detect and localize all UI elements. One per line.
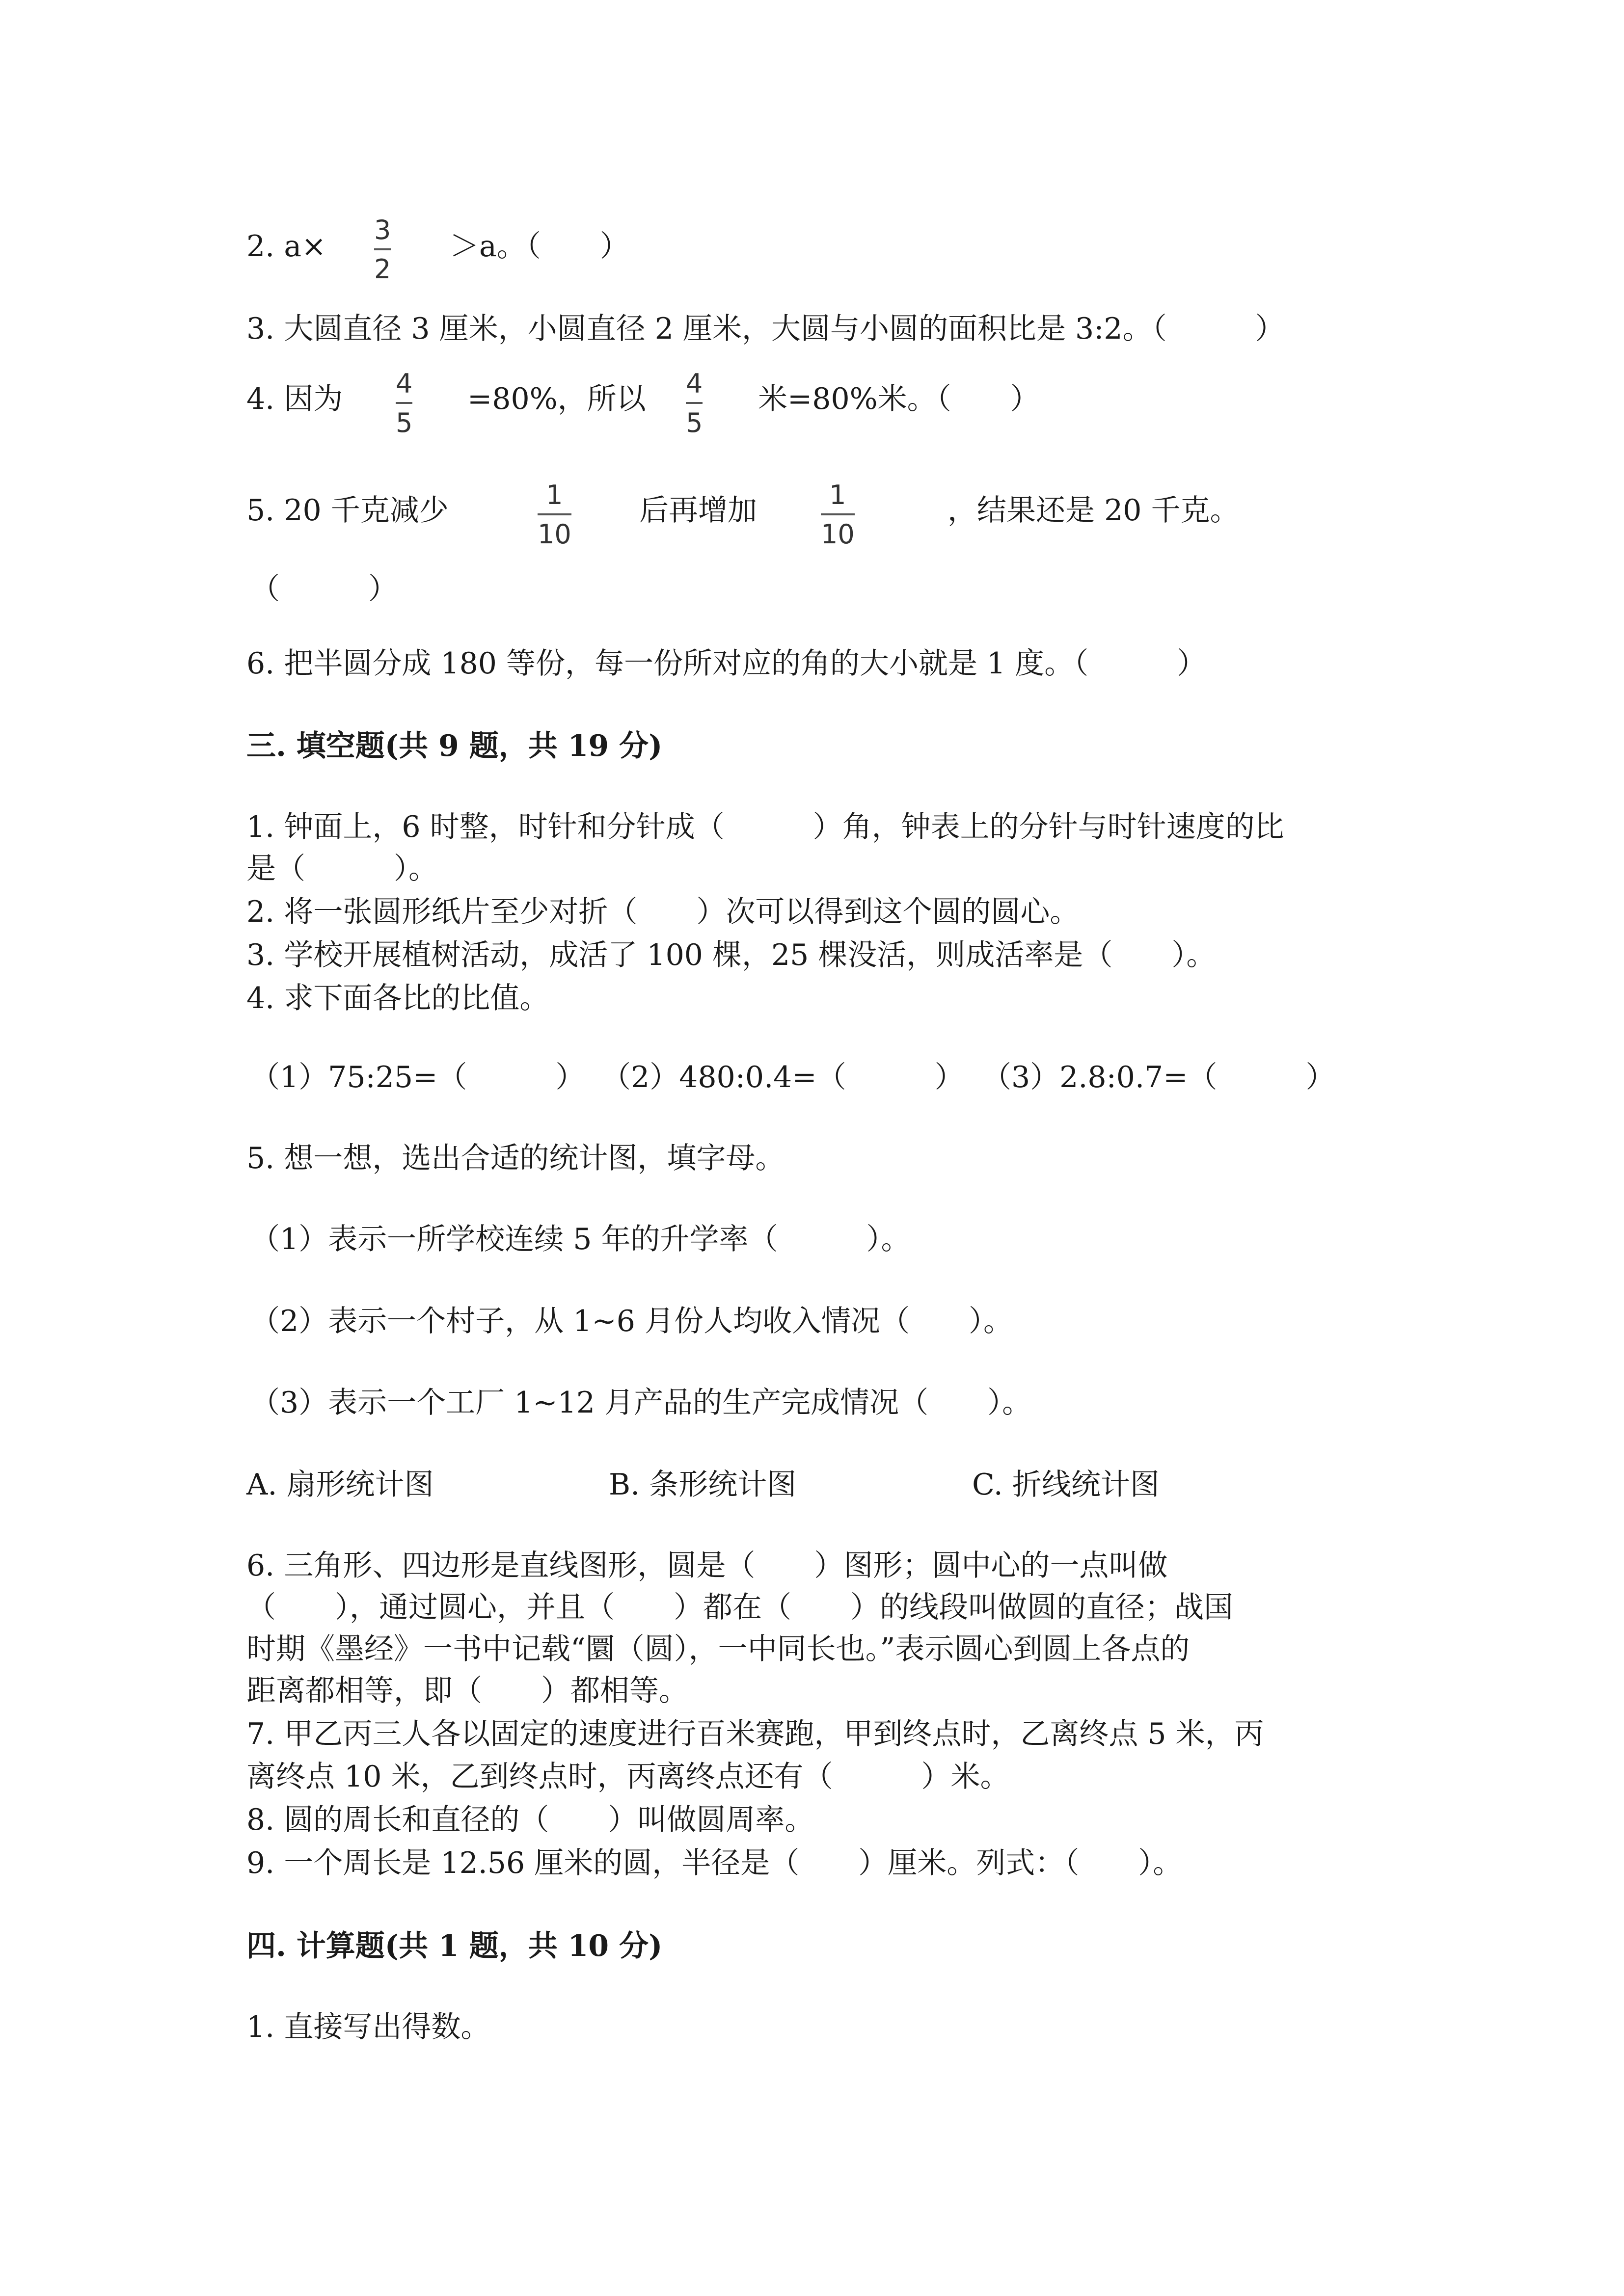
- fill-q7-text-1: 7. 甲乙丙三人各以固定的速度进行百米赛跑，甲到终点时，乙离终点 5 米，丙: [246, 1717, 1264, 1751]
- fill-q1-text-2: 是（ ）。: [246, 852, 438, 886]
- fraction-bar: [396, 402, 412, 404]
- fraction-numerator: 1: [546, 480, 563, 510]
- fill-q6-text-3: 时期《墨经》一书中记载“圜（圆），一中同长也。”表示圆心到圆上各点的: [246, 1632, 1190, 1666]
- fraction-denominator: 10: [821, 519, 855, 550]
- fraction-numerator: 4: [396, 368, 413, 399]
- fraction-bar: [686, 402, 703, 404]
- fill-q9-text: 9. 一个周长是 12.56 厘米的圆，半径是（ ）厘米。列式：（ ）。: [246, 1846, 1183, 1880]
- fraction-bar: [821, 513, 855, 515]
- fill-q4-part-1: （1）75:25=（ ）: [250, 1060, 585, 1095]
- fraction-numerator: 3: [374, 214, 391, 245]
- judge-q2-text-b: ＞a。（ ）: [450, 229, 629, 264]
- fraction-numerator: 1: [829, 480, 846, 510]
- judge-q6-text: 6. 把半圆分成 180 等份，每一份所对应的角的大小就是 1 度。（ ）: [246, 646, 1207, 681]
- fraction-one-tenth-1: [538, 482, 571, 548]
- judge-q5-text-d: （ ）: [250, 572, 398, 606]
- calc-q1-text: 1. 直接写出得数。: [246, 2010, 490, 2044]
- fraction-one-tenth-2: [821, 482, 855, 548]
- fraction-numerator: 4: [686, 368, 703, 399]
- fill-q5-sub3-text: （3）表示一个工厂 1~12 月产品的生产完成情况（ ）。: [250, 1386, 1032, 1420]
- fraction-denominator: 5: [686, 407, 703, 438]
- section-heading-fill-text: 三. 填空题(共 9 题，共 19 分): [246, 729, 663, 763]
- fill-q4-part-3: （3）2.8:0.7=（ ）: [982, 1060, 1335, 1095]
- option-a: A. 扇形统计图: [246, 1468, 434, 1502]
- fill-q6-text-2: （ ），通过圆心，并且（ ）都在（ ）的线段叫做圆的直径；战国: [246, 1590, 1233, 1625]
- judge-q2-text-a: 2. a×: [246, 229, 326, 264]
- judge-q4-text-c: 米=80%米。（ ）: [758, 382, 1040, 416]
- fraction-four-fifths-1: [396, 368, 413, 438]
- judge-q3-text: 3. 大圆直径 3 厘米，小圆直径 2 厘米，大圆与小圆的面积比是 3:2。（ ）: [246, 312, 1285, 346]
- judge-q5-text-a: 5. 20 千克减少: [246, 493, 449, 528]
- fill-q5-sub1-text: （1）表示一所学校连续 5 年的升学率（ ）。: [250, 1222, 911, 1256]
- option-b: B. 条形统计图: [609, 1468, 797, 1502]
- fill-q4-stem-text: 4. 求下面各比的比值。: [246, 981, 549, 1015]
- fraction-four-fifths-2: [686, 368, 703, 438]
- fill-q3-text: 3. 学校开展植树活动，成活了 100 棵，25 棵没活，则成活率是（ ）。: [246, 938, 1216, 972]
- fill-q2-text: 2. 将一张圆形纸片至少对折（ ）次可以得到这个圆的圆心。: [246, 895, 1080, 929]
- fraction-bar: [374, 248, 391, 250]
- fraction-denominator: 10: [538, 519, 571, 550]
- fill-q5-sub2-text: （2）表示一个村子，从 1~6 月份人均收入情况（ ）。: [250, 1304, 1013, 1338]
- fill-q5-stem-text: 5. 想一想，选出合适的统计图，填字母。: [246, 1141, 785, 1175]
- judge-q4-text-b: =80%，所以: [467, 382, 646, 416]
- fraction-denominator: 2: [374, 254, 391, 285]
- fill-q6-text-4: 距离都相等，即（ ）都相等。: [246, 1674, 688, 1708]
- section-heading-calc-text: 四. 计算题(共 1 题，共 10 分): [246, 1929, 663, 1963]
- fraction-denominator: 5: [396, 407, 413, 438]
- judge-q5-text-b: 后再增加: [639, 493, 757, 528]
- fill-q6-text-1: 6. 三角形、四边形是直线图形，圆是（ ）图形；圆中心的一点叫做: [246, 1548, 1168, 1583]
- fill-q4-part-2: （2）480:0.4=（ ）: [601, 1060, 964, 1095]
- fraction-three-halves: [374, 214, 391, 285]
- fill-q1-text-1: 1. 钟面上，6 时整，时针和分针成（ ）角，钟表上的分针与时针速度的比: [246, 810, 1284, 844]
- option-c: C. 折线统计图: [972, 1468, 1160, 1502]
- fill-q7-text-2: 离终点 10 米，乙到终点时，丙离终点还有（ ）米。: [246, 1760, 1010, 1794]
- fraction-bar: [538, 513, 571, 515]
- fill-q8-text: 8. 圆的周长和直径的（ ）叫做圆周率。: [246, 1803, 814, 1837]
- judge-q4-text-a: 4. 因为: [246, 382, 343, 416]
- judge-q5-text-c: ，结果还是 20 千克。: [947, 493, 1240, 528]
